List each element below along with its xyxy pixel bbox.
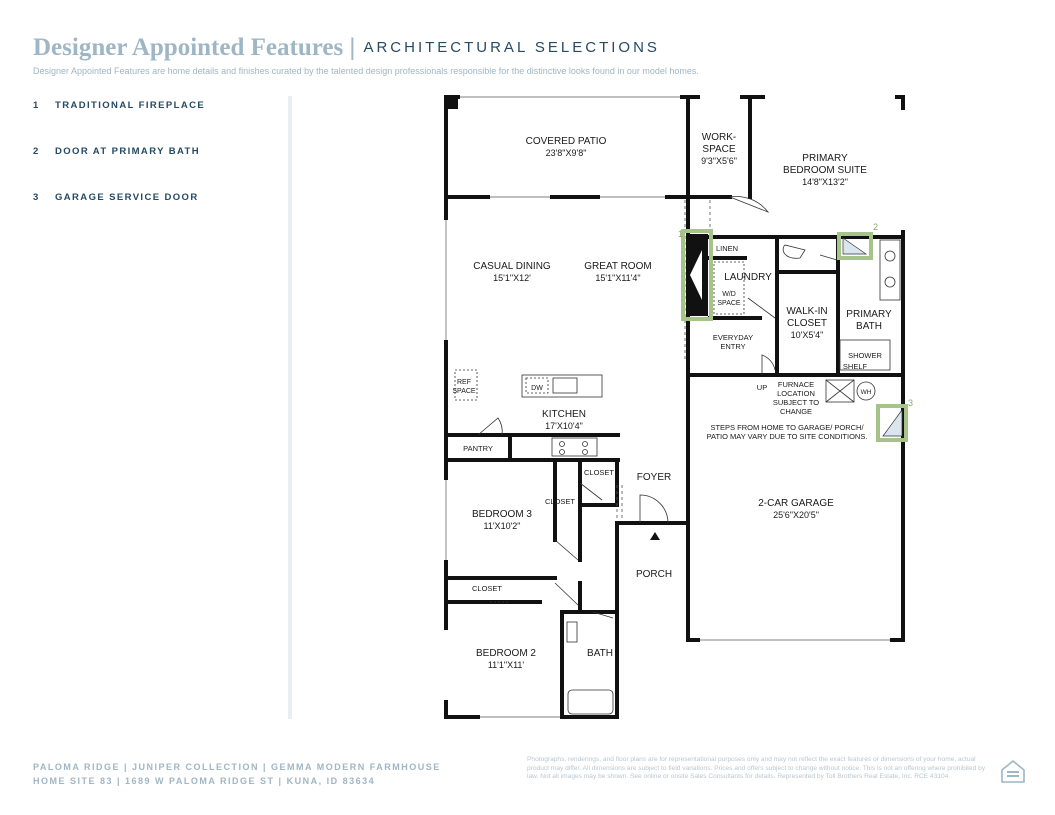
primary-bedroom-label-2: BEDROOM SUITE xyxy=(783,165,867,176)
footer-community xyxy=(33,760,441,788)
walkin-closet-dim: 10'X5'4" xyxy=(790,330,824,340)
furnace-note-2: LOCATION xyxy=(777,389,815,398)
feature-number: 2 xyxy=(33,146,40,157)
footer-disclaimer: Photographs, renderings, and floor plans are for representational purposes only and may not reflect the exact features or dimensions of your home, actual product may differ. All dimensions are subject to field variations. Prices and offers subject to change without notice. This is not an offering where prohibited by law. Not all images may be shown. See online or onsite Sales Consultants for details. Represented by Toll Brothers Real Estate, Inc. RCE 43104 xyxy=(527,756,986,780)
marker-2: 2 xyxy=(873,222,879,232)
feature-list xyxy=(33,100,205,238)
floor-plan xyxy=(440,90,915,730)
section-title: ARCHITECTURAL SELECTIONS xyxy=(363,39,660,56)
furnace-note-4: CHANGE xyxy=(779,407,813,416)
plan-windows xyxy=(446,97,903,717)
closet-label-c: CLOSET xyxy=(471,584,503,593)
closet-label-a: CLOSET xyxy=(583,468,615,477)
covered-patio-dim: 23'8"X9'8" xyxy=(545,148,587,158)
feature-item-garage-door xyxy=(33,192,205,238)
feature-number: 3 xyxy=(33,192,40,203)
laundry-label: LAUNDRY xyxy=(724,272,772,283)
bedroom2-label: BEDROOM 2 xyxy=(475,648,537,659)
walkin-closet-label-1: WALK-IN xyxy=(786,306,828,317)
title-separator: | xyxy=(349,34,356,61)
walkin-closet-label-2: CLOSET xyxy=(786,318,828,329)
primary-bath-door-swing xyxy=(843,238,866,254)
plan-window-lines xyxy=(446,97,890,717)
workspace-label-2: SPACE xyxy=(702,144,736,155)
garage-dim: 25'6"X20'5" xyxy=(773,510,819,520)
plan-walls xyxy=(446,97,903,717)
casual-dining-dim: 15'1"X12' xyxy=(493,273,531,283)
page-subtitle: Designer Appointed Features are home details and finishes curated by the talented design professionals responsible for the distinctive looks found in our model homes. xyxy=(33,66,699,76)
equal-housing-opportunity-icon xyxy=(1000,758,1026,784)
vertical-divider xyxy=(288,96,292,719)
everyday-entry-label-1: EVERYDAY xyxy=(712,333,754,342)
primary-bedroom-dim: 14'8"X13'2" xyxy=(802,177,848,187)
wd-space-label-2: SPACE xyxy=(717,300,741,307)
casual-dining-label: CASUAL DINING xyxy=(473,261,551,272)
shower-label: SHOWER xyxy=(848,351,882,360)
furnace-note-1: FURNACE xyxy=(777,380,815,389)
bath-label: BATH xyxy=(587,648,613,659)
workspace-label-1: WORK- xyxy=(701,132,737,143)
page-title: Designer Appointed Features xyxy=(33,34,344,61)
wh-label: WH xyxy=(860,389,872,396)
linen-label: LINEN xyxy=(715,244,739,253)
marker-1: 1 xyxy=(678,229,684,239)
wd-space-label-1: W/D xyxy=(722,291,736,298)
page-header xyxy=(33,34,660,62)
primary-bath-label-1: PRIMARY xyxy=(846,309,892,320)
feature-item-fireplace xyxy=(33,100,205,146)
bedroom2-dim: 11'1"X11' xyxy=(487,660,525,670)
kitchen-dim: 17'X10'4" xyxy=(545,421,583,431)
ref-space-label-1: REF xyxy=(457,379,471,386)
garage-door-swing xyxy=(883,410,902,436)
great-room-dim: 15'1"X11'4" xyxy=(595,273,641,283)
everyday-entry-label-2: ENTRY xyxy=(720,342,746,351)
garage-label: 2-CAR GARAGE xyxy=(758,498,834,509)
closet-label-b: CLOSET xyxy=(544,497,576,506)
feature-label: GARAGE SERVICE DOOR xyxy=(55,192,199,203)
steps-note-2: PATIO MAY VARY DUE TO SITE CONDITIONS. xyxy=(706,432,868,441)
kitchen-label: KITCHEN xyxy=(542,409,586,420)
bedroom3-label: BEDROOM 3 xyxy=(471,509,533,520)
up-label: UP xyxy=(756,383,768,392)
pantry-label: PANTRY xyxy=(463,444,493,453)
corner-post xyxy=(446,97,458,109)
primary-bedroom-label-1: PRIMARY xyxy=(802,153,848,164)
steps-note-1: STEPS FROM HOME TO GARAGE/ PORCH/ xyxy=(710,423,864,432)
footer-line-1: PALOMA RIDGE | JUNIPER COLLECTION | GEMMA MODERN FARMHOUSE xyxy=(33,762,441,772)
furnace-note-3: SUBJECT TO xyxy=(772,398,820,407)
foyer-label: FOYER xyxy=(636,472,672,483)
primary-bath-label-2: BATH xyxy=(856,321,882,332)
bedroom3-dim: 11'X10'2" xyxy=(483,521,521,531)
covered-patio-label: COVERED PATIO xyxy=(525,136,607,147)
porch-label: PORCH xyxy=(635,569,673,580)
ref-space-label-2: SPACE xyxy=(452,388,476,395)
shelf-label: SHELF xyxy=(842,362,868,371)
dw-label: DW xyxy=(531,385,543,392)
footer-line-2: HOME SITE 83 | 1689 W PALOMA RIDGE ST | KUNA, ID 83634 xyxy=(33,776,376,786)
workspace-dim: 9'3"X5'6" xyxy=(701,156,737,166)
feature-label: TRADITIONAL FIREPLACE xyxy=(55,100,206,111)
marker-3: 3 xyxy=(908,398,914,408)
great-room-label: GREAT ROOM xyxy=(584,261,652,272)
entry-arrow-icon xyxy=(650,532,660,540)
feature-number: 1 xyxy=(33,100,40,111)
feature-label: DOOR AT PRIMARY BATH xyxy=(55,146,200,157)
feature-item-primary-bath-door xyxy=(33,146,205,192)
